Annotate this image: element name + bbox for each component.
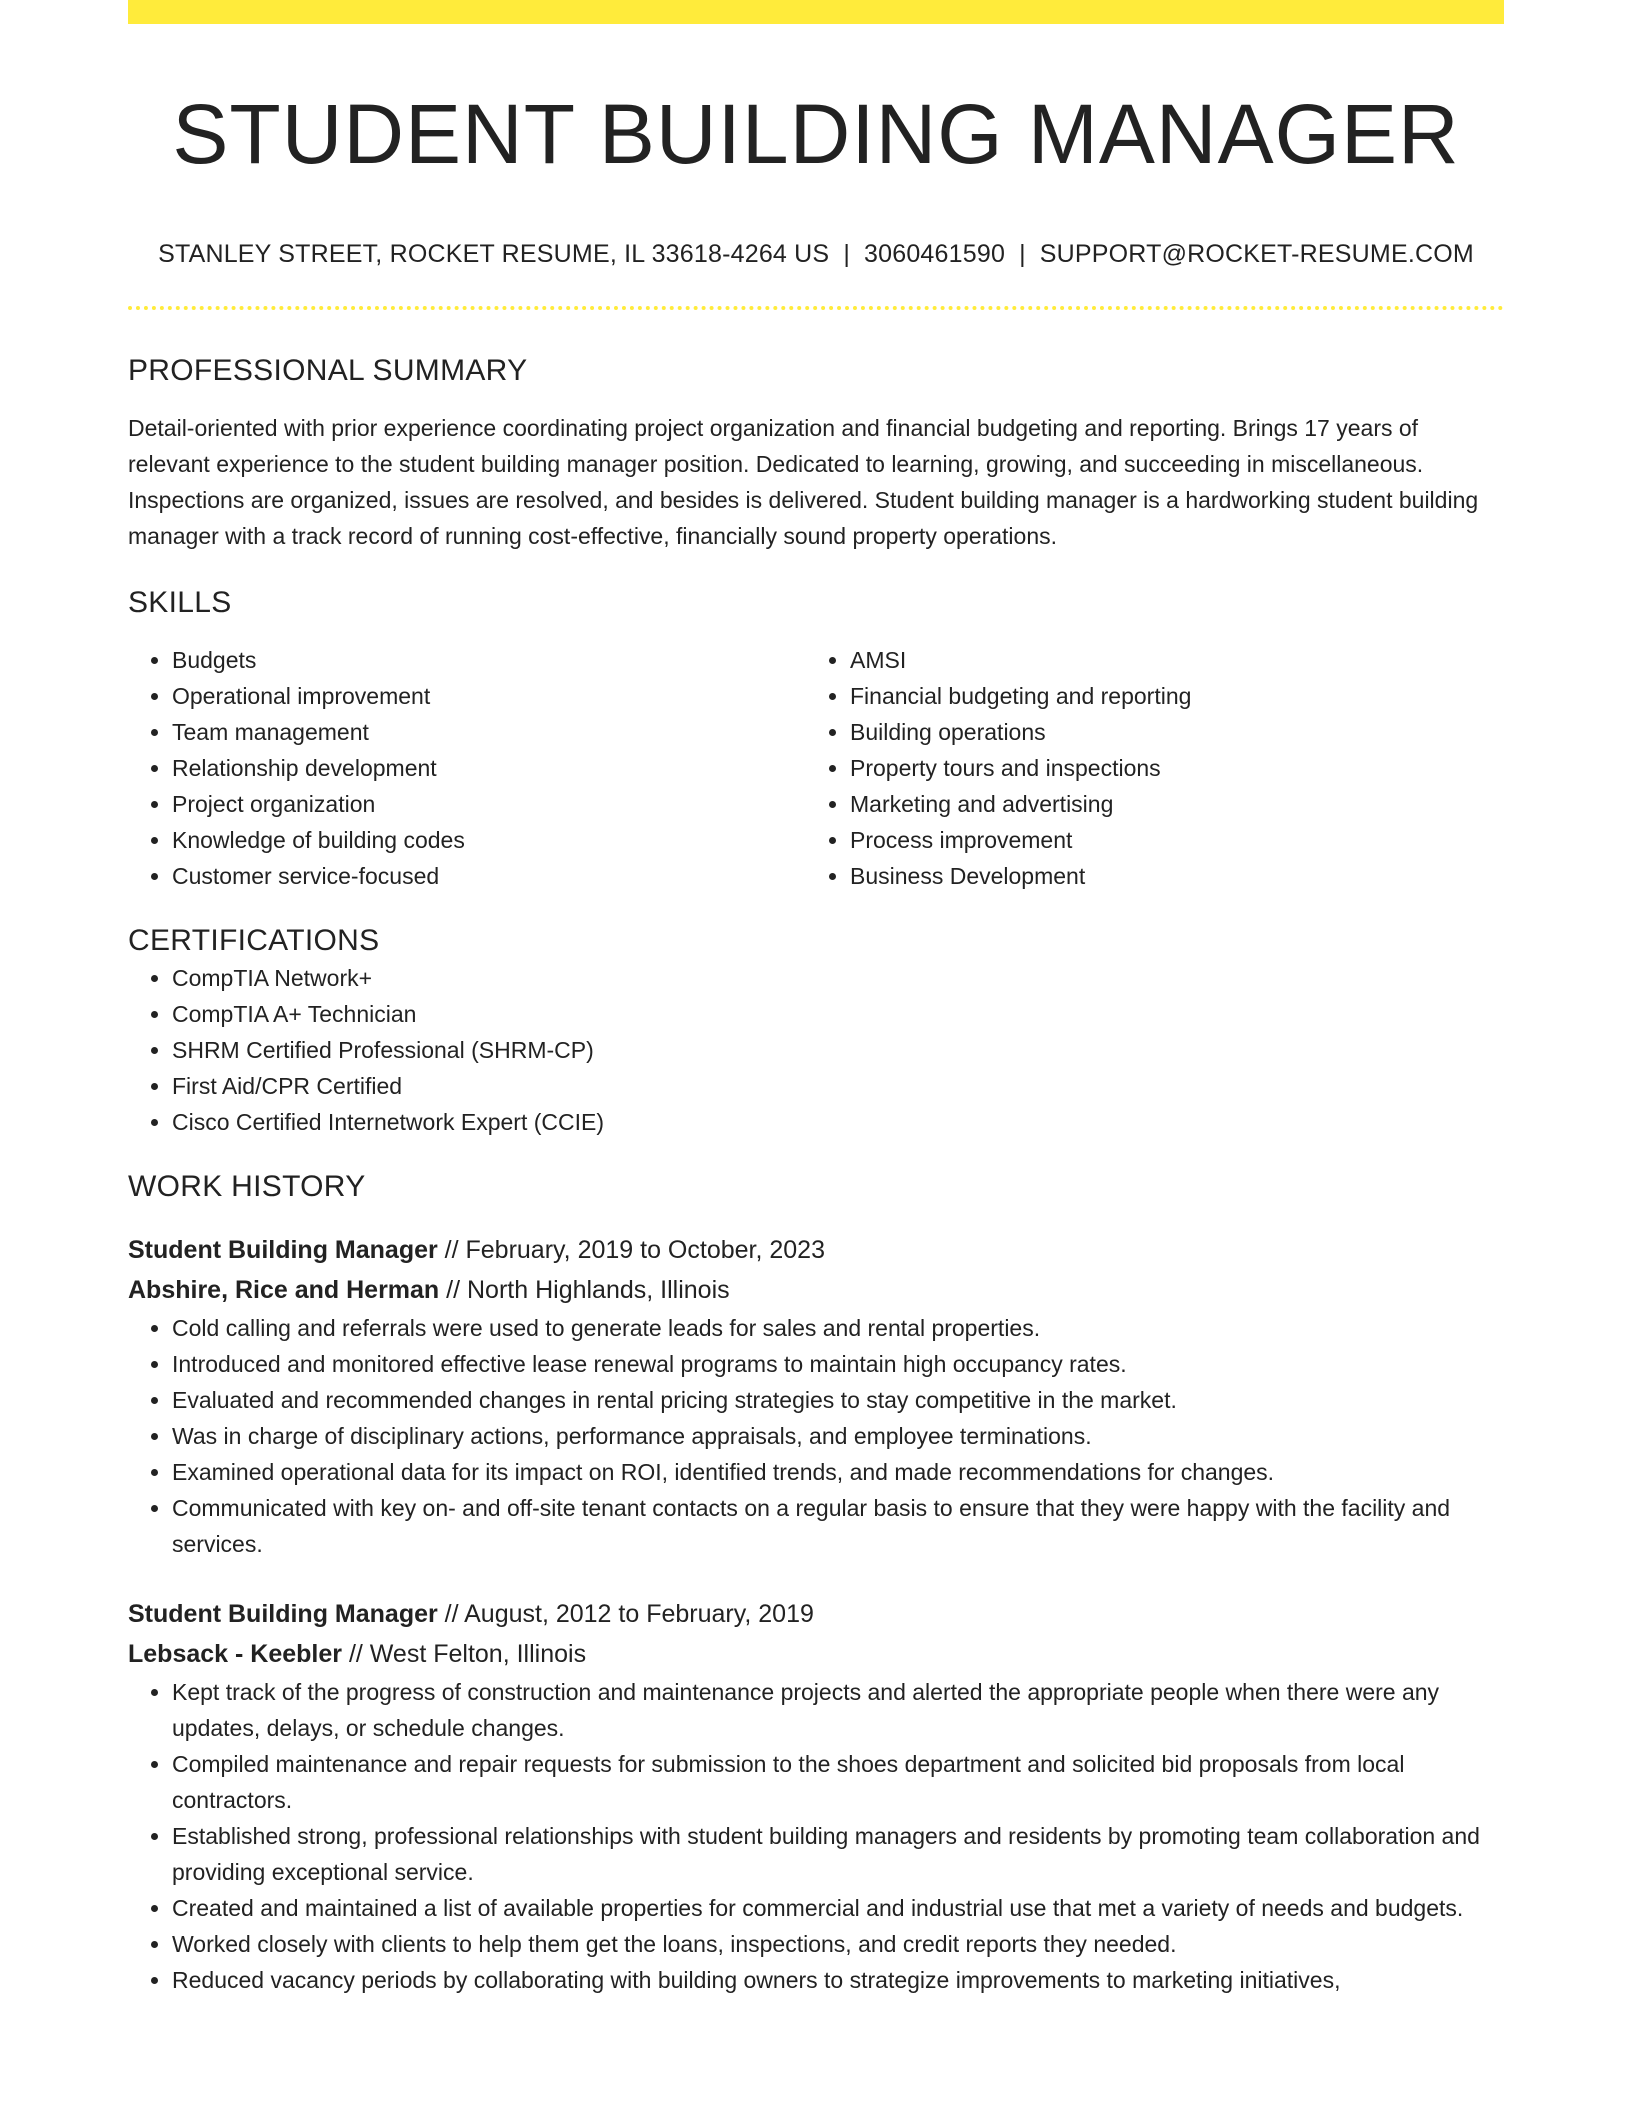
skill-item: • Financial budgeting and reporting bbox=[850, 678, 1450, 714]
job-duty: • Established strong, professional relationships with student building managers and residents by promoting team collaboration and providing exceptional service. bbox=[172, 1818, 1504, 1890]
address: STANLEY STREET, ROCKET RESUME, IL 33618-4264 US bbox=[158, 240, 830, 268]
job-role: Student Building Manager bbox=[128, 1236, 438, 1264]
job-duty: • Cold calling and referrals were used to generate leads for sales and rental properties. bbox=[172, 1310, 1504, 1346]
top-accent-bar bbox=[128, 0, 1504, 24]
job-dates: // February, 2019 to October, 2023 bbox=[437, 1236, 825, 1264]
job-duty: • Created and maintained a list of available properties for commercial and industrial use that met a variety of needs and budgets. bbox=[172, 1890, 1504, 1926]
resume-name: STUDENT BUILDING MANAGER bbox=[172, 87, 1460, 181]
work-history-heading: WORK HISTORY bbox=[128, 1170, 366, 1203]
certification-item: • CompTIA Network+ bbox=[172, 960, 1504, 996]
job-duties-list bbox=[128, 1310, 1504, 1562]
skill-item: • Property tours and inspections bbox=[850, 750, 1450, 786]
skill-item: • AMSI bbox=[850, 642, 1450, 678]
job-duty: • Evaluated and recommended changes in rental pricing strategies to stay competitive in the market. bbox=[172, 1382, 1504, 1418]
job-title-line bbox=[128, 1230, 1504, 1270]
contact-separator: | bbox=[1019, 240, 1026, 268]
skill-item: • Knowledge of building codes bbox=[172, 822, 806, 858]
job-duty: • Introduced and monitored effective lease renewal programs to maintain high occupancy rates. bbox=[172, 1346, 1504, 1382]
skill-item: • Team management bbox=[172, 714, 806, 750]
certification-item: • CompTIA A+ Technician bbox=[172, 996, 1504, 1032]
job-location: // North Highlands, Illinois bbox=[439, 1276, 730, 1304]
job-title-line bbox=[128, 1594, 1504, 1634]
job-duty: • Examined operational data for its impact on ROI, identified trends, and made recommendations for changes. bbox=[172, 1454, 1504, 1490]
skills-column-left bbox=[128, 642, 806, 894]
job-duty: • Kept track of the progress of construction and maintenance projects and alerted the appropriate people when there were any updates, delays, or schedule changes. bbox=[172, 1674, 1504, 1746]
job-role: Student Building Manager bbox=[128, 1600, 438, 1628]
skill-item: • Business Development bbox=[850, 858, 1450, 894]
job-company: Abshire, Rice and Herman bbox=[128, 1276, 440, 1304]
job-duties-list bbox=[128, 1674, 1504, 1998]
job-entry bbox=[128, 1230, 1504, 1562]
job-company-line bbox=[128, 1634, 1504, 1674]
contact-line bbox=[128, 238, 1504, 270]
skills-column-right bbox=[806, 642, 1450, 894]
skill-item: • Project organization bbox=[172, 786, 806, 822]
contact-separator: | bbox=[843, 240, 851, 268]
job-duty: • Reduced vacancy periods by collaborating with building owners to strategize improvements to marketing initiatives, bbox=[172, 1962, 1504, 1998]
skill-item: • Budgets bbox=[172, 642, 806, 678]
skill-item: • Marketing and advertising bbox=[850, 786, 1450, 822]
job-duty: • Worked closely with clients to help them get the loans, inspections, and credit reports they needed. bbox=[172, 1926, 1504, 1962]
skills-list bbox=[128, 642, 1504, 894]
job-location: // West Felton, Illinois bbox=[342, 1640, 587, 1668]
summary-text: Detail-oriented with prior experience coordinating project organization and financial budgeting and reporting. Brings 17 years of relevant experience to the student building manager position. Dedicated to learning, growing, and succeeding in miscellaneous. Inspections are organized, issues are resolved, and besides is delivered. Student building manager is a hardworking student building manager with a track record of running cost-effective, financially sound property operations. bbox=[128, 415, 1479, 549]
certifications-heading: CERTIFICATIONS bbox=[128, 924, 380, 957]
certifications-list bbox=[128, 960, 1504, 1140]
certification-item: • First Aid/CPR Certified bbox=[172, 1068, 1504, 1104]
skill-item: • Process improvement bbox=[850, 822, 1450, 858]
skill-item: • Operational improvement bbox=[172, 678, 806, 714]
skill-item: • Relationship development bbox=[172, 750, 806, 786]
job-entry bbox=[128, 1594, 1504, 1998]
skill-item: • Customer service-focused bbox=[172, 858, 806, 894]
skill-item: • Building operations bbox=[850, 714, 1450, 750]
certification-item: • SHRM Certified Professional (SHRM-CP) bbox=[172, 1032, 1504, 1068]
job-company: Lebsack - Keebler bbox=[128, 1640, 342, 1668]
skills-heading: SKILLS bbox=[128, 586, 232, 619]
email: SUPPORT@ROCKET-RESUME.COM bbox=[1039, 240, 1474, 268]
job-duty: • Compiled maintenance and repair requests for submission to the shoes department and solicited bid proposals from local contractors. bbox=[172, 1746, 1504, 1818]
job-company-line bbox=[128, 1270, 1504, 1310]
certification-item: • Cisco Certified Internetwork Expert (CCIE) bbox=[172, 1104, 1504, 1140]
job-duty: • Communicated with key on- and off-site tenant contacts on a regular basis to ensure that they were happy with the facility and services. bbox=[172, 1490, 1504, 1562]
phone: 3060461590 bbox=[864, 240, 1006, 268]
dotted-divider bbox=[128, 306, 1504, 310]
job-dates: // August, 2012 to February, 2019 bbox=[437, 1600, 814, 1628]
job-duty: • Was in charge of disciplinary actions, performance appraisals, and employee terminations. bbox=[172, 1418, 1504, 1454]
resume-page bbox=[128, 0, 1504, 1998]
summary-heading: PROFESSIONAL SUMMARY bbox=[128, 354, 528, 387]
